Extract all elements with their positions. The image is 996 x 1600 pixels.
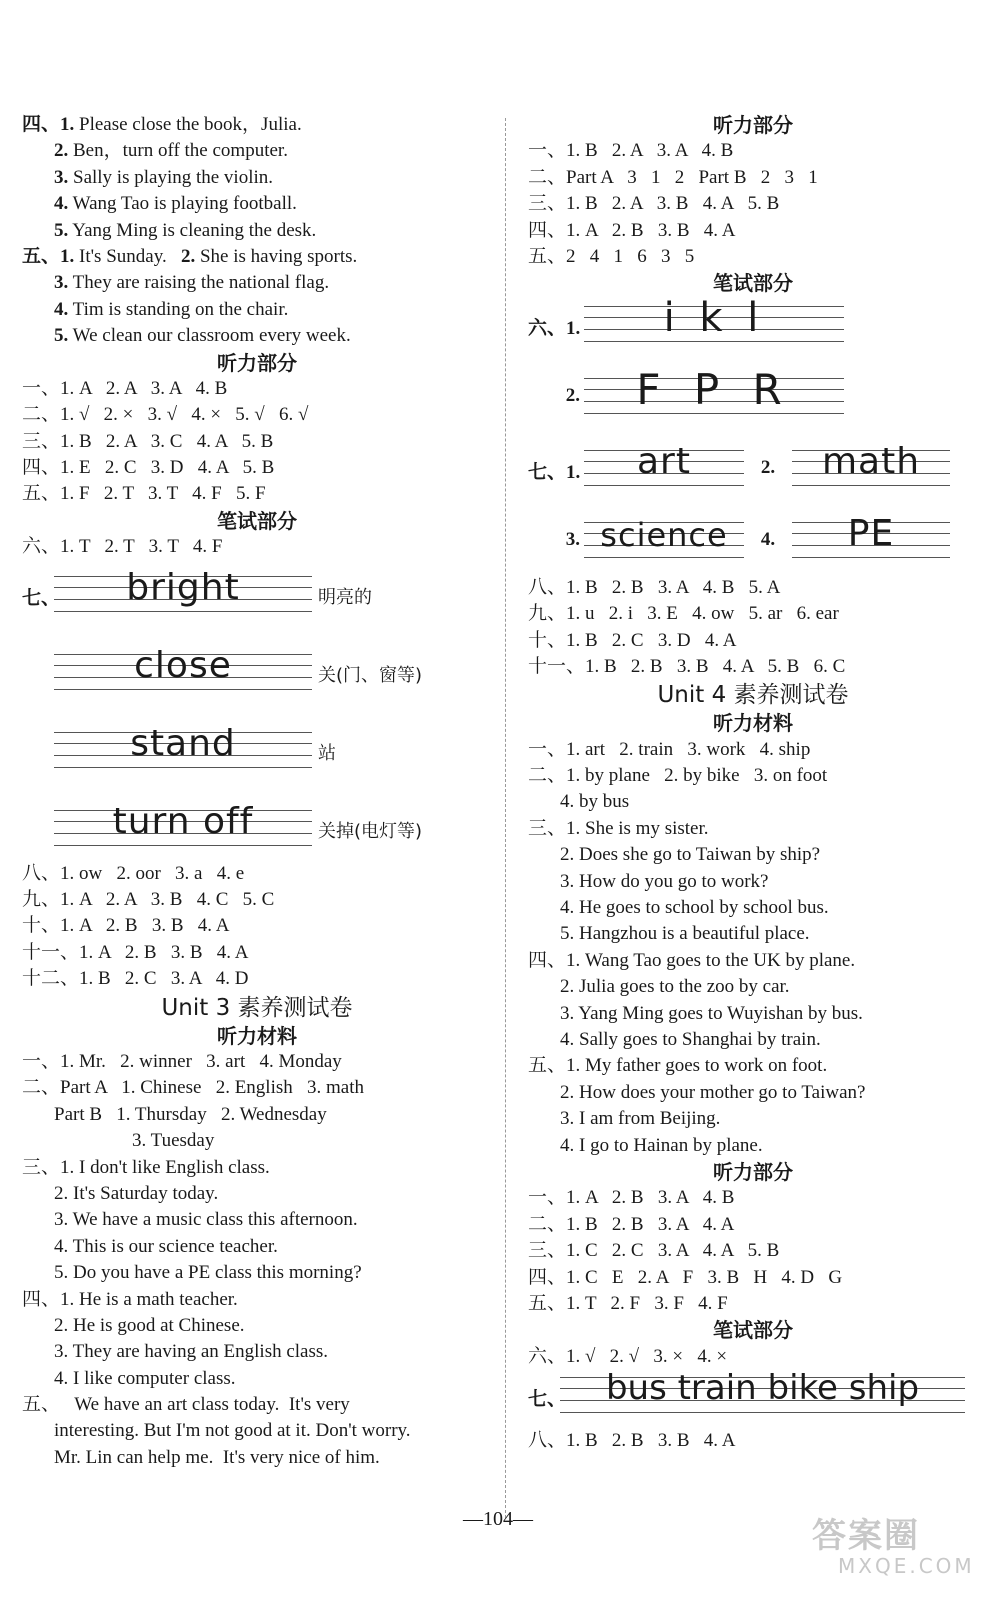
material-line: 2. He is good at Chinese. xyxy=(54,1314,245,1336)
answer-line: 六、1. √ 2. √ 3. × 4. × xyxy=(528,1345,728,1367)
section-5-answers xyxy=(22,244,492,350)
material-line: 4. I like computer class. xyxy=(54,1367,236,1389)
unit-3-material-lines xyxy=(22,1049,492,1471)
answer-line: 五、1. F 2. T 3. T 4. F 5. F xyxy=(22,483,266,505)
item-number: 5. xyxy=(54,325,69,347)
listening-heading: 听力部分 xyxy=(713,1159,793,1184)
answer-line xyxy=(22,218,492,244)
handwritten-word: math xyxy=(821,440,921,482)
handwriting-row xyxy=(22,800,492,855)
item-number: 2. xyxy=(180,245,196,267)
answer-lines xyxy=(22,861,492,993)
answer-line: 五、2 4 1 6 3 5 xyxy=(528,245,695,267)
item-text: Yang Ming is cleaning the desk. xyxy=(72,219,317,241)
section-prefix: 五、 xyxy=(22,245,61,267)
item-label: 七、 xyxy=(528,1389,567,1411)
writing-lines xyxy=(584,364,844,423)
item-label: 六、1. xyxy=(528,317,581,339)
answer-line xyxy=(22,112,492,138)
item-label: 3. xyxy=(565,528,580,550)
writing-lines xyxy=(792,512,950,567)
answer-line: 三、1. B 2. A 3. B 4. A 5. B xyxy=(528,193,780,215)
item-text: Sally is playing the violin. xyxy=(73,166,274,188)
answer-line xyxy=(22,297,492,323)
answer-line: 四、1. A 2. B 3. B 4. A xyxy=(528,219,736,241)
answer-line: 一、1. A 2. B 3. A 4. B xyxy=(528,1187,735,1209)
material-line: 4. by bus xyxy=(560,791,630,813)
section-prefix: 四、 xyxy=(22,114,61,135)
item-label: 2. xyxy=(760,456,776,478)
answer-line: 五、1. T 2. F 3. F 4. F xyxy=(528,1292,728,1314)
answer-line: 十一、1. B 2. B 3. B 4. A 5. B 6. C xyxy=(528,655,846,677)
material-line: 4. He goes to school by school bus. xyxy=(560,897,829,919)
unit-3-title: Unit 3 素养测试卷 xyxy=(161,994,353,1021)
answer-line: 十、1. A 2. B 3. B 4. A xyxy=(22,915,230,937)
handwriting-row xyxy=(22,644,492,699)
answer-line xyxy=(22,270,492,296)
material-line: 5. Do you have a PE class this morning? xyxy=(54,1262,362,1284)
words-row-1 xyxy=(528,440,978,495)
unit-4-material-lines xyxy=(528,737,978,1159)
right-column xyxy=(528,112,978,1454)
item-text: She is having sports. xyxy=(199,245,358,267)
material-line: 5. Hangzhou is a beautiful place. xyxy=(560,923,810,945)
section-prefix: 七、 xyxy=(22,587,61,609)
column-divider xyxy=(505,118,506,1518)
item-number: 5. xyxy=(54,219,69,241)
answer-line: 十、1. B 2. C 3. D 4. A xyxy=(528,629,737,651)
handwritten-word: turn off xyxy=(112,800,254,842)
words-row-2 xyxy=(528,512,978,567)
writing-lines xyxy=(54,566,312,621)
answer-line: 二、1. √ 2. × 3. √ 4. × 5. √ 6. √ xyxy=(22,404,309,426)
material-line: 四、1. He is a math teacher. xyxy=(22,1288,238,1310)
item-text: Ben，turn off the computer. xyxy=(73,140,288,162)
material-line: 四、1. Wang Tao goes to the UK by plane. xyxy=(528,949,856,971)
material-line: 3. Tuesday xyxy=(132,1130,215,1152)
answer-line: 四、1. C E 2. A F 3. B H 4. D G xyxy=(528,1266,843,1288)
handwriting-row xyxy=(22,566,492,621)
writing-lines xyxy=(54,800,312,855)
answer-line: 四、1. E 2. C 3. D 4. A 5. B xyxy=(22,457,275,479)
material-line: 三、1. She is my sister. xyxy=(528,817,709,839)
section-prefix xyxy=(22,805,54,817)
writing-lines xyxy=(584,294,844,351)
material-line: 2. It's Saturday today. xyxy=(54,1182,219,1204)
word-meaning: 站 xyxy=(318,742,336,764)
answer-line: 八、1. B 2. B 3. B 4. A xyxy=(528,1430,736,1452)
answer-line: 十一、1. A 2. B 3. B 4. A xyxy=(22,941,249,963)
handwritten-word: bright xyxy=(126,566,240,608)
words-row-3 xyxy=(528,1368,978,1422)
material-line: 2. Julia goes to the zoo by car. xyxy=(560,976,790,998)
listening-answers xyxy=(22,376,492,508)
word-meaning: 明亮的 xyxy=(318,586,372,608)
item-number: 4. xyxy=(54,193,69,215)
item-label: 4. xyxy=(760,528,776,550)
answer-lines xyxy=(528,575,978,681)
listening-heading: 听力部分 xyxy=(713,113,793,137)
listening-heading: 听力部分 xyxy=(217,350,297,375)
item-number: 4. xyxy=(54,298,69,320)
item-text: Wang Tao is playing football. xyxy=(72,193,297,215)
item-text: It's Sunday. xyxy=(79,245,167,267)
listening-material-heading: 听力材料 xyxy=(713,711,793,736)
material-line: Part B 1. Thursday 2. Wednesday xyxy=(54,1103,327,1125)
watermark-text: 答案圈 xyxy=(812,1516,920,1556)
answer-line: 一、1. B 2. A 3. A 4. B xyxy=(528,140,734,162)
word-meaning: 关(门、窗等) xyxy=(318,664,423,686)
handwritten-word: art xyxy=(637,440,691,482)
unit-4-title: Unit 4 素养测试卷 xyxy=(657,682,849,709)
item-label: 七、1. xyxy=(528,461,581,483)
written-heading: 笔试部分 xyxy=(713,1318,793,1343)
writing-lines xyxy=(560,1368,965,1422)
handwritten-word: PE xyxy=(847,512,895,554)
handwriting-row xyxy=(22,722,492,777)
answer-line: 三、1. C 2. C 3. A 4. A 5. B xyxy=(528,1240,780,1262)
answer-line: 二、1. B 2. B 3. A 4. A xyxy=(528,1213,735,1235)
item-text: Tim is standing on the chair. xyxy=(72,298,289,320)
section-4-answers xyxy=(22,112,492,244)
answer-line: 八、1. B 2. B 3. A 4. B 5. A xyxy=(528,576,781,598)
item-number: 1. xyxy=(60,245,75,267)
material-line: 4. This is our science teacher. xyxy=(54,1235,278,1257)
letters-row-2 xyxy=(528,364,978,423)
watermark-url: MXQE.COM xyxy=(838,1554,975,1578)
letters-row-1 xyxy=(528,294,978,351)
writing-lines xyxy=(584,517,744,567)
answer-line xyxy=(22,138,492,164)
material-line: Mr. Lin can help me. It's very nice of him. xyxy=(54,1446,380,1468)
listening-answers xyxy=(528,138,978,270)
written-heading: 笔试部分 xyxy=(217,508,297,533)
material-line: 3. Yang Ming goes to Wuyishan by bus. xyxy=(560,1002,863,1024)
answer-line: 一、1. A 2. A 3. A 4. B xyxy=(22,377,228,399)
material-line: 二、1. by plane 2. by bike 3. on foot xyxy=(528,765,828,787)
material-line: 2. How does your mother go to Taiwan? xyxy=(560,1081,866,1103)
left-column xyxy=(22,112,492,1471)
material-line: 三、1. I don't like English class. xyxy=(22,1156,270,1178)
writing-lines xyxy=(54,644,312,699)
answer-line: 九、1. u 2. i 3. E 4. ow 5. ar 6. ear xyxy=(528,603,839,625)
material-line: 二、Part A 1. Chinese 2. English 3. math xyxy=(22,1077,364,1099)
handwriting-block xyxy=(22,566,492,861)
handwritten-letters: F P R xyxy=(636,364,792,414)
written-heading: 笔试部分 xyxy=(713,271,793,296)
material-line: 3. They are having an English class. xyxy=(54,1341,329,1363)
material-line: 3. How do you go to work? xyxy=(560,870,769,892)
material-line: 五、 We have an art class today. It's very xyxy=(22,1394,350,1416)
material-line: 一、1. art 2. train 3. work 4. ship xyxy=(528,738,811,760)
item-text: Please close the book，Julia. xyxy=(79,114,302,135)
material-line: 五、1. My father goes to work on foot. xyxy=(528,1055,828,1077)
writing-lines xyxy=(792,440,950,495)
item-text: We clean our classroom every week. xyxy=(72,325,351,347)
item-number: 3. xyxy=(54,166,69,188)
answer-line: 九、1. A 2. A 3. B 4. C 5. C xyxy=(22,889,275,911)
answer-line: 六、1. T 2. T 3. T 4. F xyxy=(22,536,223,558)
item-text: They are raising the national flag. xyxy=(72,272,330,294)
material-line: 一、1. Mr. 2. winner 3. art 4. Monday xyxy=(22,1050,342,1072)
item-number: 3. xyxy=(54,272,69,294)
answer-line xyxy=(22,165,492,191)
handwritten-letters: i k l xyxy=(663,294,765,341)
word-meaning: 关掉(电灯等) xyxy=(318,820,423,842)
section-prefix xyxy=(22,727,54,739)
material-line: 2. Does she go to Taiwan by ship? xyxy=(560,844,821,866)
watermark xyxy=(812,1508,975,1578)
item-number: 1. xyxy=(60,114,75,135)
answer-line xyxy=(22,244,492,270)
handwritten-word: science xyxy=(600,515,728,554)
handwritten-words: bus train bike ship xyxy=(605,1368,920,1409)
listening-answers xyxy=(528,1185,978,1317)
material-line: 3. We have a music class this afternoon. xyxy=(54,1209,358,1231)
material-line: interesting. But I'm not good at it. Don't worry. xyxy=(54,1420,411,1442)
page-number: —104— xyxy=(463,1508,533,1530)
item-label: 2. xyxy=(565,384,580,406)
listening-material-heading: 听力材料 xyxy=(217,1023,297,1048)
writing-lines xyxy=(54,722,312,777)
material-line: 4. I go to Hainan by plane. xyxy=(560,1134,763,1156)
answer-line: 二、Part A 3 1 2 Part B 2 3 1 xyxy=(528,166,818,188)
answer-line: 三、1. B 2. A 3. C 4. A 5. B xyxy=(22,430,274,452)
answer-line xyxy=(22,191,492,217)
item-number: 2. xyxy=(54,140,69,162)
handwritten-word: close xyxy=(134,644,232,686)
answer-line xyxy=(22,323,492,349)
material-line: 4. Sally goes to Shanghai by train. xyxy=(560,1028,821,1050)
handwritten-word: stand xyxy=(130,722,236,764)
answer-line: 十二、1. B 2. C 3. A 4. D xyxy=(22,968,249,990)
section-prefix xyxy=(22,649,54,661)
writing-lines xyxy=(584,440,744,495)
answer-line: 八、1. ow 2. oor 3. a 4. e xyxy=(22,862,245,884)
material-line: 3. I am from Beijing. xyxy=(560,1108,721,1130)
